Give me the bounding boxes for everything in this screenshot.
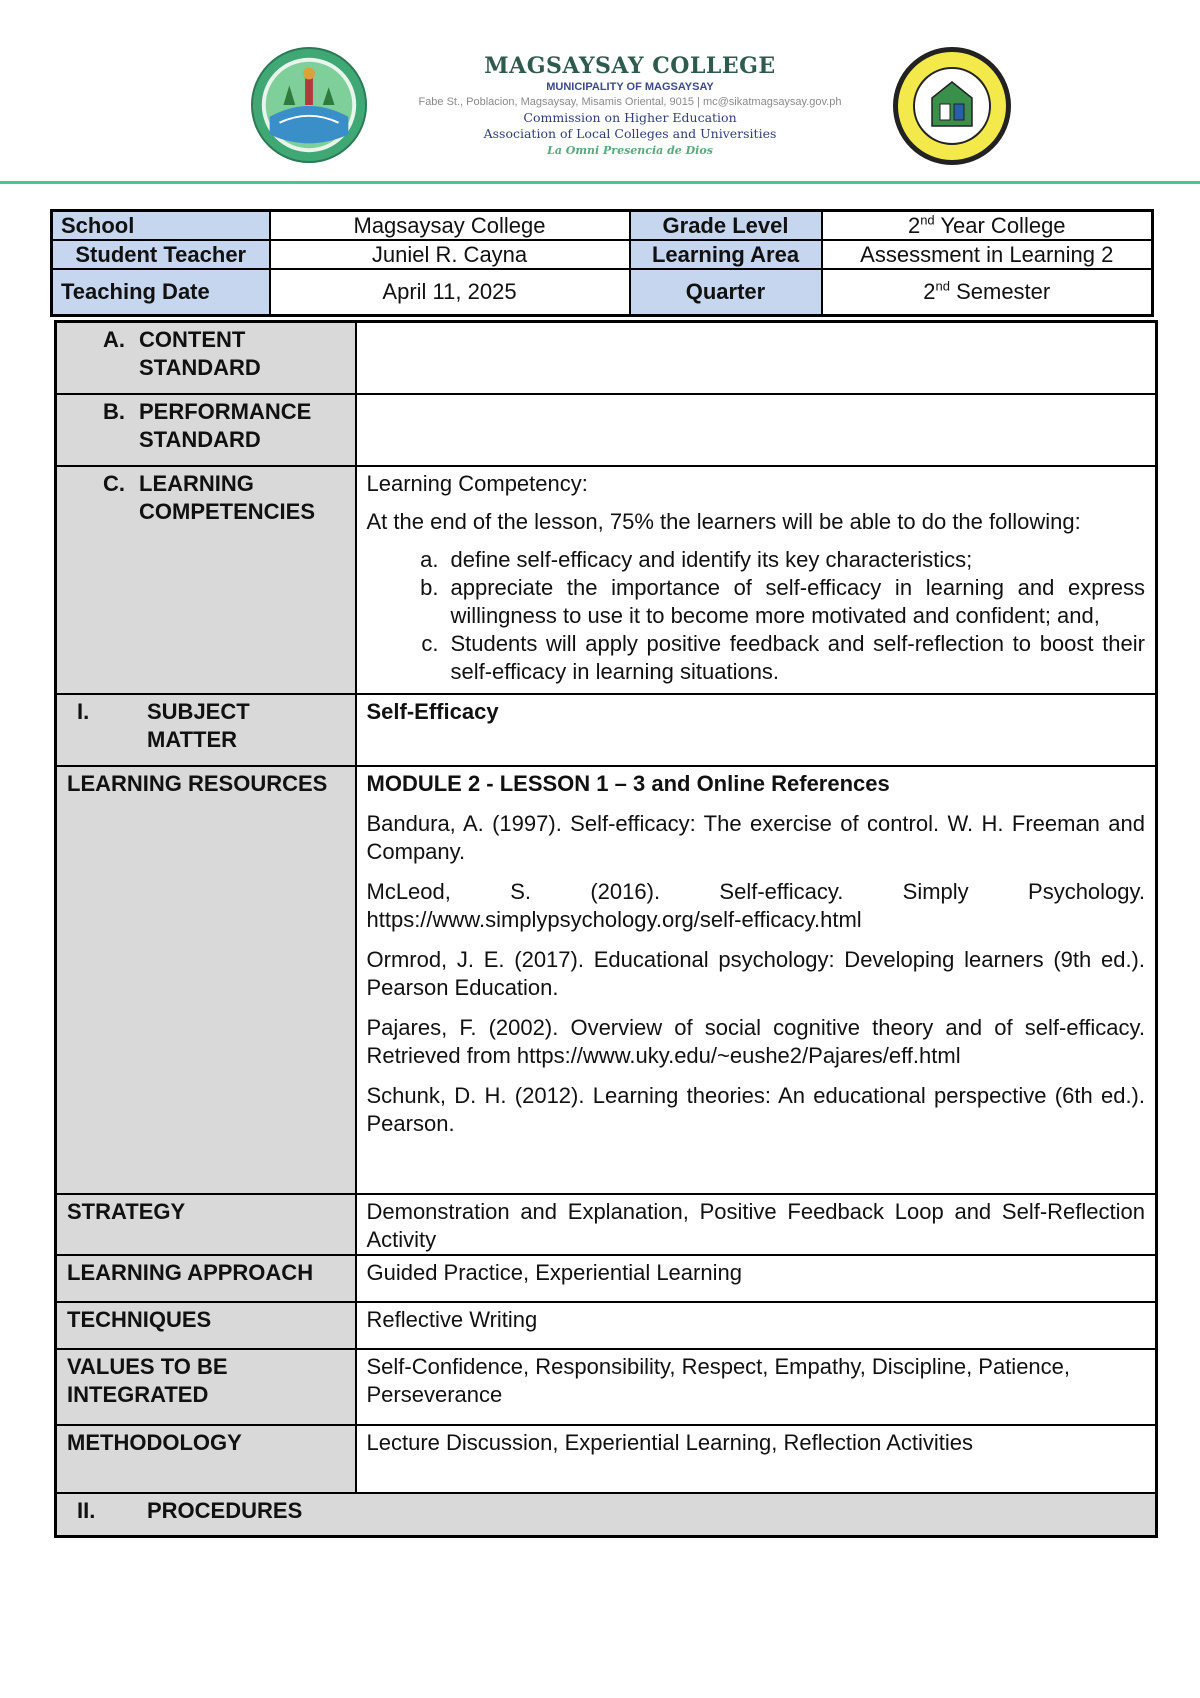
info-row: [52, 269, 1153, 316]
subject-matter-cell: [56, 694, 356, 766]
content-standard-row: [56, 322, 1157, 394]
commission-line: Commission on Higher Education: [523, 110, 737, 125]
list-marker: a.: [420, 546, 439, 572]
list-item: [367, 574, 1146, 630]
info-row: [52, 211, 1153, 241]
techniques-value: Reflective Writing: [356, 1302, 1157, 1349]
reference-item: Bandura, A. (1997). Self-efficacy: The exercise of control. W. H. Freeman and Company.: [366, 810, 1145, 864]
content-standard-label: CONTENT STANDARD: [139, 327, 261, 380]
objectives-list: [367, 546, 1146, 686]
college-letterhead: [380, 52, 880, 160]
lesson-plan-table: [54, 320, 1158, 1538]
learning-area-label: Learning Area: [630, 240, 822, 269]
section-marker: II.: [77, 1497, 96, 1523]
subject-matter-row: [56, 694, 1157, 766]
performance-standard-cell: [56, 394, 356, 466]
learning-approach-row: [56, 1255, 1157, 1302]
objective-text: appreciate the importance of self-efficacy in learning and express willingness to use it to become more motivated and confident; and,: [450, 574, 1145, 628]
list-item: [367, 630, 1146, 686]
reference-item: Schunk, D. H. (2012). Learning theories: An educational perspective (6th ed.). Pearson.: [366, 1082, 1145, 1136]
learning-resources-row: [56, 766, 1157, 1194]
quarter-rest: Semester: [949, 279, 1051, 304]
association-line: Association of Local Colleges and Universities: [483, 126, 777, 141]
grade-level-ordinal: nd: [920, 212, 935, 228]
municipality-name: MUNICIPALITY OF MAGSAYSAY: [546, 81, 714, 93]
learning-approach-value: Guided Practice, Experiential Learning: [356, 1255, 1157, 1302]
learning-competencies-label: LEARNING COMPETENCIES: [139, 470, 316, 524]
strategy-row: [56, 1194, 1157, 1255]
college-address: Fabe St., Poblacion, Magsaysay, Misamis Oriental, 9015 | mc@sikatmagsaysay.gov.ph: [418, 96, 842, 108]
list-marker: b.: [420, 574, 439, 600]
quarter-label: Quarter: [630, 269, 822, 316]
objective-text: Students will apply positive feedback and self-reflection to boost their self-efficacy in learning situations.: [450, 630, 1145, 684]
strategy-label: STRATEGY: [56, 1194, 356, 1255]
section-marker: I.: [77, 698, 90, 724]
procedures-cell: [56, 1493, 1157, 1537]
performance-standard-value: [356, 394, 1157, 466]
learning-resources-value: [356, 766, 1157, 1194]
section-marker: C.: [103, 470, 125, 496]
grade-level-label: Grade Level: [630, 211, 822, 241]
quarter-value: [822, 269, 1153, 316]
grade-level-number: 2: [907, 212, 921, 238]
resources-heading: MODULE 2 - LESSON 1 – 3 and Online References: [366, 770, 890, 796]
competency-heading: Learning Competency:: [366, 470, 588, 496]
methodology-row: [56, 1425, 1157, 1493]
content-standard-value: [356, 322, 1157, 394]
quarter-number: 2: [923, 279, 936, 304]
teaching-date-value: April 11, 2025: [270, 269, 630, 316]
methodology-label: METHODOLOGY: [56, 1425, 356, 1493]
objective-text: define self-efficacy and identify its key characteristics;: [450, 546, 973, 572]
learning-approach-label: LEARNING APPROACH: [56, 1255, 356, 1302]
school-value: Magsaysay College: [270, 211, 630, 241]
learning-area-value: Assessment in Learning 2: [822, 240, 1153, 269]
quarter-ordinal: nd: [935, 278, 950, 294]
college-seal-logo: [250, 46, 368, 164]
header-divider: [0, 181, 1200, 184]
reference-item: Pajares, F. (2002). Overview of social cognitive theory and of self-efficacy. Retrieved from https://www.uky.edu/~eushe2/Pajares/eff.html: [366, 1014, 1145, 1068]
performance-standard-label: PERFORMANCE STANDARD: [139, 398, 312, 452]
subject-matter-label: SUBJECT MATTER: [147, 698, 250, 752]
procedures-row: [56, 1493, 1157, 1537]
info-row: [52, 240, 1153, 269]
learning-competencies-value: [356, 466, 1157, 694]
college-motto: La Omni Presencia de Dios: [547, 144, 713, 157]
list-marker: c.: [421, 630, 439, 656]
lesson-info-table: [50, 209, 1154, 317]
performance-standard-row: [56, 394, 1157, 466]
learning-resources-label: LEARNING RESOURCES: [56, 766, 356, 1194]
competency-intro: At the end of the lesson, 75% the learners will be able to do the following:: [366, 508, 1081, 534]
letterhead-header: [0, 0, 1200, 190]
learning-competencies-cell: [56, 466, 356, 694]
reference-item: McLeod, S. (2016). Self-efficacy. Simply Psychology. https://www.simplypsychology.org/self-efficacy.html: [366, 878, 1145, 932]
procedures-label: PROCEDURES: [147, 1497, 303, 1523]
subject-matter-value: Self-Efficacy: [356, 694, 1157, 766]
learning-competencies-row: [56, 466, 1157, 694]
grade-level-rest: Year College: [934, 212, 1066, 238]
section-marker: A.: [103, 327, 125, 352]
reference-item: Ormrod, J. E. (2017). Educational psychology: Developing learners (9th ed.). Pearson Education.: [366, 946, 1145, 1000]
values-value: Self-Confidence, Responsibility, Respect, Empathy, Discipline, Patience, Perseverance: [356, 1349, 1157, 1425]
section-marker: B.: [103, 398, 125, 424]
list-item: [367, 546, 1146, 574]
techniques-row: [56, 1302, 1157, 1349]
student-teacher-label: Student Teacher: [52, 240, 270, 269]
content-standard-cell: [56, 322, 356, 394]
municipal-official-seal-logo: [892, 46, 1012, 166]
grade-level-value: [822, 211, 1153, 241]
school-label: School: [52, 211, 270, 241]
methodology-value: Lecture Discussion, Experiential Learning, Reflection Activities: [356, 1425, 1157, 1493]
values-row: [56, 1349, 1157, 1425]
college-name: MAGSAYSAY COLLEGE: [484, 53, 776, 79]
student-teacher-value: Juniel R. Cayna: [270, 240, 630, 269]
teaching-date-label: Teaching Date: [52, 269, 270, 316]
strategy-value: Demonstration and Explanation, Positive Feedback Loop and Self-Reflection Activity: [356, 1194, 1157, 1255]
techniques-label: TECHNIQUES: [56, 1302, 356, 1349]
values-label: VALUES TO BE INTEGRATED: [56, 1349, 356, 1425]
